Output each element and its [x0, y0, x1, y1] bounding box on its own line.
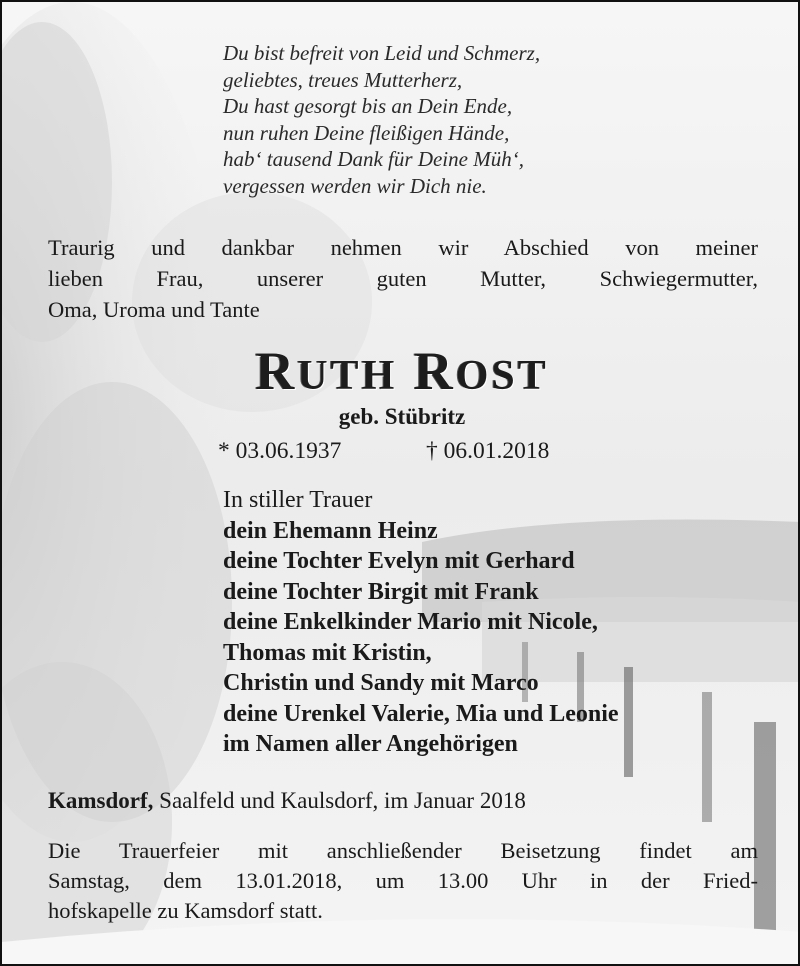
- poem-line: Du bist befreit von Leid und Schmerz,: [223, 41, 541, 65]
- mourners-heading: In stiller Trauer: [223, 487, 373, 513]
- deceased-name: [2, 340, 800, 402]
- death-date: † 06.01.2018: [426, 438, 550, 464]
- intro-line: Oma, Uroma und Tante: [48, 297, 260, 322]
- funeral-line: Die Trauerfeier mit anschließender Beisetzung findet am: [48, 838, 758, 863]
- mourner-line: Thomas mit Kristin,: [223, 639, 432, 666]
- intro-line: Traurig und dankbar nehmen wir Abschied von meiner: [48, 235, 758, 260]
- mourner-line: Christin und Sandy mit Marco: [223, 670, 539, 696]
- last-name-rest: OST: [455, 353, 549, 399]
- place-rest: Saalfeld und Kaulsdorf, im Januar 2018: [153, 788, 526, 813]
- birth-date: * 03.06.1937: [218, 438, 342, 464]
- mourner-line: dein Ehemann Heinz: [223, 517, 438, 544]
- birth-name: geb. Stübritz: [338, 404, 466, 429]
- first-name-initial: R: [255, 341, 298, 401]
- poem-line: nun ruhen Deine fleißigen Hände,: [223, 120, 510, 145]
- mourner-line: im Namen aller Angehörigen: [223, 731, 518, 757]
- poem-line: vergessen werden wir Dich nie.: [223, 173, 487, 198]
- poem: [223, 40, 540, 199]
- poem-line: Du hast gesorgt bis an Dein Ende,: [223, 94, 513, 118]
- mourner-line: deine Tochter Evelyn mit Gerhard: [223, 548, 575, 574]
- funeral-info: [48, 836, 758, 926]
- place-and-date: [48, 788, 526, 814]
- mourners-list: [223, 485, 619, 760]
- funeral-line: hofskapelle zu Kamsdorf statt.: [48, 898, 323, 923]
- mourner-line: deine Enkelkinder Mario mit Nicole,: [223, 609, 598, 635]
- poem-line: hab‘ tausend Dank für Deine Müh‘,: [223, 147, 524, 171]
- intro-text: [48, 232, 758, 325]
- funeral-line: Samstag, dem 13.01.2018, um 13.00 Uhr in der Fried-: [48, 868, 758, 893]
- mourner-line: deine Urenkel Valerie, Mia und Leonie: [223, 700, 619, 727]
- place-bold: Kamsdorf,: [48, 788, 154, 813]
- poem-line: geliebtes, treues Mutterherz,: [223, 67, 463, 92]
- first-name-rest: UTH: [297, 353, 398, 399]
- mourner-line: deine Tochter Birgit mit Frank: [223, 578, 539, 605]
- intro-line: lieben Frau, unserer guten Mutter, Schwiegermutter,: [48, 266, 758, 291]
- last-name-initial: R: [413, 341, 456, 401]
